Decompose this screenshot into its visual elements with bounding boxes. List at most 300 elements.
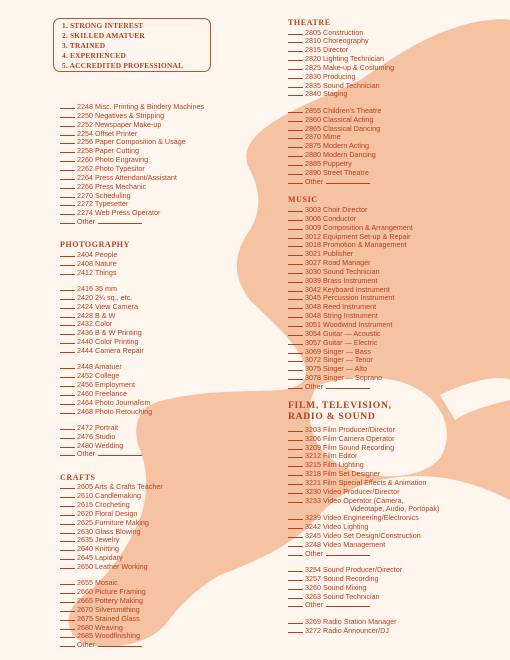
skill-level-blank[interactable] (288, 130, 303, 131)
skill-label: Other (77, 449, 95, 459)
skill-item (288, 151, 376, 159)
skill-level-blank[interactable] (288, 449, 303, 450)
skill-label: Paper Cutting (95, 146, 139, 156)
skill-level-blank[interactable] (288, 238, 303, 239)
other-write-in-line[interactable] (326, 555, 370, 556)
skill-level-blank[interactable] (60, 611, 75, 612)
skill-item (60, 408, 152, 416)
skill-level-blank[interactable] (288, 546, 303, 547)
skill-label: Modern Dancing (323, 150, 376, 160)
skill-code: 3009 (305, 222, 321, 232)
skill-code: 2436 (77, 328, 93, 338)
skill-level-blank[interactable] (288, 308, 303, 309)
legend-level-3: 3. TRAINED (62, 41, 106, 50)
skill-code: 2680 (77, 622, 93, 632)
skill-item (60, 588, 146, 596)
legend-level-4: 4. EXPERIENCED (62, 51, 126, 60)
skill-code: 3048 (305, 311, 321, 321)
skill-level-blank[interactable] (60, 386, 75, 387)
skill-item (60, 399, 151, 407)
other-write-in-line[interactable] (98, 646, 142, 647)
skill-code: 2456 (77, 379, 93, 389)
skill-label: Things (94, 267, 117, 277)
skill-code: 2625 (77, 517, 93, 527)
skill-item (60, 260, 117, 268)
skill-code: 2448 (77, 362, 93, 372)
skill-level-blank[interactable] (60, 497, 75, 498)
other-write-in-line[interactable] (98, 455, 142, 456)
skill-code: 3027 (305, 258, 321, 268)
skill-code: 2605 (77, 482, 93, 492)
skill-label: Children's Theatre (323, 105, 382, 115)
skill-code: 2250 (77, 110, 93, 120)
skill-code: 2262 (77, 163, 93, 173)
skill-level-blank[interactable] (288, 291, 303, 292)
skill-label: Knitting (95, 544, 119, 554)
skill-label: Amatuer (94, 362, 122, 372)
skill-code: 2620 (77, 508, 93, 518)
skill-code: 2270 (77, 190, 93, 200)
skill-level-blank[interactable] (60, 299, 75, 300)
skill-label: Silversmithing (95, 604, 140, 614)
skill-level-blank[interactable] (288, 632, 303, 633)
skill-label: Offset Printer (95, 128, 138, 138)
skill-level-blank[interactable] (288, 598, 303, 599)
skill-level-blank[interactable] (288, 388, 303, 389)
skill-label: Nature (95, 258, 117, 268)
skill-code: 2810 (305, 36, 321, 46)
skill-code: 3218 (305, 469, 321, 479)
skill-code: 3054 (305, 328, 321, 338)
skill-label: Lighting Technician (323, 54, 385, 64)
skill-item (60, 174, 177, 182)
skill-code: 2444 (77, 345, 93, 355)
skill-code: 3209 (305, 442, 321, 452)
skill-item (288, 470, 380, 478)
skill-label: Lapidary (95, 553, 123, 563)
skill-label: Newspaper Make-up (95, 119, 162, 129)
skill-item (288, 37, 369, 45)
skill-level-blank[interactable] (60, 395, 75, 396)
skill-level-blank[interactable] (288, 211, 303, 212)
skill-level-blank[interactable] (60, 256, 75, 257)
skill-level-blank[interactable] (288, 606, 303, 607)
skill-item (60, 130, 137, 138)
skill-level-blank[interactable] (60, 325, 75, 326)
skill-item (288, 90, 347, 98)
skill-label: Modern Acting (323, 141, 369, 151)
skill-level-blank[interactable] (60, 488, 75, 489)
skill-label: Video Set Design/Construction (323, 531, 421, 540)
skill-level-blank[interactable] (60, 223, 75, 224)
skill-level-blank[interactable] (288, 87, 303, 88)
skill-item (288, 426, 395, 434)
skill-item (288, 575, 379, 583)
skill-label: Jewelry (95, 535, 120, 545)
other-write-in-row (288, 601, 370, 609)
skill-level-blank[interactable] (60, 568, 75, 569)
skill-level-blank[interactable] (60, 117, 75, 118)
skill-code: 3069 (305, 346, 321, 356)
skill-item (288, 584, 367, 592)
skill-code: 3260 (305, 582, 321, 592)
skill-code: 2635 (77, 535, 93, 545)
skill-level-blank[interactable] (288, 344, 303, 345)
skill-level-blank[interactable] (60, 438, 75, 439)
skill-level-blank[interactable] (288, 335, 303, 336)
skill-item (288, 268, 380, 276)
skill-label: Portrait (95, 422, 119, 432)
skill-level-blank[interactable] (288, 69, 303, 70)
skill-level-blank[interactable] (288, 246, 303, 247)
skill-item (60, 536, 119, 544)
other-write-in-row (60, 641, 142, 649)
skill-level-blank[interactable] (288, 264, 303, 265)
skill-level-blank[interactable] (60, 559, 75, 560)
skill-item (288, 321, 392, 329)
skill-code: 3021 (305, 249, 321, 259)
skill-code: 2640 (77, 544, 93, 554)
skill-level-blank[interactable] (288, 78, 303, 79)
skill-label: Video Operator (Camera, (323, 495, 404, 505)
skill-level-blank[interactable] (60, 620, 75, 621)
skill-level-blank[interactable] (288, 34, 303, 35)
skill-item (288, 169, 369, 177)
skill-item (60, 424, 118, 432)
skill-code: 3239 (305, 513, 321, 523)
skill-level-blank[interactable] (288, 370, 303, 371)
skill-item (288, 29, 363, 37)
skill-level-blank[interactable] (288, 466, 303, 467)
skill-item (60, 363, 122, 371)
skill-level-blank[interactable] (60, 274, 75, 275)
skill-item (288, 46, 348, 54)
skill-level-blank[interactable] (60, 143, 75, 144)
skill-level-blank[interactable] (288, 379, 303, 380)
skill-level-legend (53, 18, 211, 72)
skill-item (288, 73, 355, 81)
skill-item (60, 624, 123, 632)
skill-level-blank[interactable] (288, 183, 303, 184)
skill-label: Film Lighting (323, 460, 364, 470)
skill-level-blank[interactable] (60, 152, 75, 153)
skill-level-blank[interactable] (60, 646, 75, 647)
skill-label: Photo Retouching (95, 406, 153, 416)
skill-label: Reed Instrument (323, 302, 377, 312)
skill-level-blank[interactable] (288, 555, 303, 556)
skill-level-blank[interactable] (288, 361, 303, 362)
skill-label: Scheduling (95, 190, 131, 200)
skill-code: 2870 (305, 132, 321, 142)
skill-item (60, 381, 135, 389)
skill-item (60, 251, 117, 259)
skill-item (60, 112, 164, 120)
skill-level-blank[interactable] (288, 147, 303, 148)
skill-item (60, 615, 140, 623)
skill-level-blank[interactable] (288, 571, 303, 572)
skill-code: 3006 (305, 213, 321, 223)
skill-level-blank[interactable] (60, 308, 75, 309)
skill-code: 2428 (77, 310, 93, 320)
skill-code: 2615 (77, 499, 93, 509)
skill-item (60, 209, 160, 217)
skill-level-blank[interactable] (288, 353, 303, 354)
skill-item (288, 312, 378, 320)
skill-label: Furniture Making (95, 517, 149, 527)
section-title: MUSIC (288, 195, 318, 205)
skill-code: 3051 (305, 320, 321, 329)
skill-code: 3263 (305, 591, 321, 601)
skill-code: 2825 (305, 62, 321, 72)
skill-level-blank[interactable] (60, 593, 75, 594)
skill-label: Mime (323, 132, 341, 142)
skill-code: 2424 (77, 301, 93, 311)
skill-label: Photo Journalism (95, 397, 151, 407)
skill-item (60, 510, 137, 518)
skill-label: 2¼ sq., etc. (95, 292, 133, 302)
skill-level-blank[interactable] (60, 524, 75, 525)
skill-level-blank[interactable] (288, 589, 303, 590)
skill-item (288, 514, 419, 522)
skill-code: 2655 (77, 578, 93, 588)
skill-label: Other (305, 381, 323, 391)
other-write-in-line[interactable] (98, 223, 142, 224)
skill-level-blank[interactable] (60, 455, 75, 456)
skill-label: Candlemaking (95, 491, 141, 501)
other-write-in-row (288, 383, 370, 391)
skill-level-blank[interactable] (288, 42, 303, 43)
skill-label: B & W Printing (95, 328, 142, 338)
skill-code: 3248 (305, 539, 321, 549)
skill-level-blank[interactable] (60, 334, 75, 335)
skill-code: 2860 (305, 114, 321, 124)
skill-level-blank[interactable] (60, 108, 75, 109)
skill-level-blank[interactable] (288, 112, 303, 113)
skill-label: Wedding (95, 440, 124, 450)
skill-level-blank[interactable] (288, 174, 303, 175)
skill-label: Choir Director (323, 204, 368, 214)
skill-item (288, 294, 395, 302)
skill-label: Arts & Crafts Teacher (94, 482, 163, 492)
skill-level-blank[interactable] (288, 440, 303, 441)
skill-level-blank[interactable] (60, 515, 75, 516)
skill-item (60, 269, 116, 277)
skill-level-blank[interactable] (60, 265, 75, 266)
skill-label: Woodfinishing (95, 631, 141, 641)
skill-item (288, 116, 373, 124)
skill-level-blank[interactable] (60, 413, 75, 414)
skill-level-blank[interactable] (60, 343, 75, 344)
skill-level-blank[interactable] (60, 214, 75, 215)
skill-label: Glass Blowing (95, 526, 141, 536)
other-write-in-line[interactable] (326, 183, 370, 184)
skill-level-blank[interactable] (60, 368, 75, 369)
skill-label: People (95, 249, 118, 259)
skill-level-blank[interactable] (60, 637, 75, 638)
skill-level-blank[interactable] (60, 290, 75, 291)
skill-level-blank[interactable] (288, 502, 303, 503)
skill-item (60, 501, 130, 509)
skill-level-blank[interactable] (288, 299, 303, 300)
skill-level-blank[interactable] (288, 138, 303, 139)
skill-label: Road Manager (323, 258, 371, 268)
skill-level-blank[interactable] (60, 506, 75, 507)
skill-item (288, 286, 390, 294)
skill-code: 2264 (77, 172, 93, 182)
skill-item (60, 103, 204, 111)
skill-level-blank[interactable] (288, 537, 303, 538)
skill-level-blank[interactable] (60, 447, 75, 448)
skill-level-blank[interactable] (288, 60, 303, 61)
skill-code: 2840 (305, 89, 321, 99)
skill-level-blank[interactable] (60, 161, 75, 162)
legend-level-5: 5. ACCREDITED PROFESSIONAL (62, 61, 184, 70)
skill-item (60, 519, 149, 527)
skill-label: Pottery Making (95, 595, 143, 605)
skill-level-blank[interactable] (60, 629, 75, 630)
skill-code: 2885 (305, 158, 321, 168)
skill-level-blank[interactable] (288, 229, 303, 230)
skill-level-blank[interactable] (288, 220, 303, 221)
skill-item (288, 618, 397, 626)
skill-code: 3206 (305, 433, 321, 443)
other-write-in-line[interactable] (326, 606, 370, 607)
skill-level-blank[interactable] (288, 484, 303, 485)
skill-item (60, 320, 112, 328)
skill-code: 3042 (305, 284, 321, 294)
skill-level-blank[interactable] (60, 197, 75, 198)
skill-level-blank[interactable] (60, 584, 75, 585)
skill-item (288, 241, 407, 249)
skill-item (60, 294, 132, 302)
skill-label: Composition & Arrangement (323, 222, 413, 232)
skill-level-blank[interactable] (60, 541, 75, 542)
skill-item (60, 372, 119, 380)
skill-level-blank[interactable] (288, 528, 303, 529)
skill-level-blank[interactable] (288, 121, 303, 122)
skill-item (60, 606, 140, 614)
skill-code: 2685 (77, 631, 93, 641)
skill-label: Percussion Instrument (323, 293, 395, 303)
skill-level-blank[interactable] (288, 475, 303, 476)
skill-code: 2420 (77, 292, 93, 302)
skill-code: 3003 (305, 204, 321, 214)
skill-label: Other (305, 548, 323, 558)
skill-code: 2675 (77, 613, 93, 623)
skill-level-blank[interactable] (60, 550, 75, 551)
skill-level-blank[interactable] (60, 352, 75, 353)
skill-level-blank[interactable] (288, 95, 303, 96)
skill-level-blank[interactable] (288, 457, 303, 458)
skill-label: Puppetry (323, 158, 352, 168)
skill-level-blank[interactable] (288, 317, 303, 318)
skill-level-blank[interactable] (288, 165, 303, 166)
skill-item (288, 488, 400, 496)
skill-label: 35 mm (95, 283, 117, 293)
skill-level-blank[interactable] (288, 580, 303, 581)
skill-level-blank[interactable] (288, 255, 303, 256)
skill-label: Video Producer/Director (323, 486, 400, 496)
skill-level-blank[interactable] (60, 602, 75, 603)
skill-item (60, 579, 118, 587)
skill-level-blank[interactable] (288, 623, 303, 624)
skill-level-blank[interactable] (60, 188, 75, 189)
skill-level-blank[interactable] (60, 377, 75, 378)
skill-item (288, 233, 411, 241)
skill-label: Singer — Alto (323, 364, 367, 374)
skill-level-blank[interactable] (60, 135, 75, 136)
skill-label: Staging (323, 89, 348, 99)
skill-code: 3045 (305, 293, 321, 303)
skill-level-blank[interactable] (60, 170, 75, 171)
skill-label: String Instrument (323, 311, 378, 321)
skill-item (288, 566, 402, 574)
skill-item (288, 82, 380, 90)
skill-code: 2670 (77, 604, 93, 614)
skill-level-blank[interactable] (60, 429, 75, 430)
skill-item (60, 165, 145, 173)
skill-label: Video Lighting (323, 522, 369, 532)
skill-level-blank[interactable] (60, 205, 75, 206)
skill-code: 3230 (305, 486, 321, 496)
skill-label: Sound Technician (323, 266, 380, 276)
skill-code: 2630 (77, 526, 93, 536)
skill-code: 2274 (77, 208, 93, 218)
skill-item (288, 107, 381, 115)
skill-label: Sound Technician (323, 80, 380, 90)
skill-label: Mosaic (95, 578, 118, 588)
skill-code: 2875 (305, 141, 321, 151)
skill-level-blank[interactable] (288, 51, 303, 52)
skill-level-blank[interactable] (288, 493, 303, 494)
skill-code: 3039 (305, 275, 321, 285)
skill-label: Choreography (323, 36, 369, 46)
skill-level-blank[interactable] (288, 282, 303, 283)
other-write-in-line[interactable] (326, 388, 370, 389)
section-title: FILM, TELEVISION, RADIO & SOUND (288, 399, 392, 423)
skill-level-blank[interactable] (288, 519, 303, 520)
other-write-in-row (288, 178, 370, 186)
skill-label-continuation: Videotape, Audio, Portopak) (350, 503, 440, 513)
skill-level-blank[interactable] (60, 404, 75, 405)
skill-code: 3269 (305, 616, 321, 626)
skill-level-blank[interactable] (288, 273, 303, 274)
skill-item (60, 338, 139, 346)
skill-item (288, 142, 369, 150)
skill-label: Other (77, 217, 95, 227)
skill-code: 3048 (305, 302, 321, 312)
skill-item (288, 224, 413, 232)
skill-label: Floral Design (95, 508, 138, 518)
skill-code: 2830 (305, 71, 321, 81)
skill-label: Singer — Tenor (323, 355, 373, 365)
skill-code: 2815 (305, 45, 321, 55)
skill-level-blank[interactable] (288, 156, 303, 157)
skill-item (288, 55, 384, 63)
skill-level-blank[interactable] (288, 326, 303, 327)
skill-label: Singer — Bass (323, 346, 371, 356)
skill-level-blank[interactable] (288, 431, 303, 432)
skill-item (288, 461, 364, 469)
skill-level-blank[interactable] (60, 179, 75, 180)
skill-label: Classical Dancing (323, 123, 381, 133)
skill-level-blank[interactable] (60, 126, 75, 127)
skill-code: 3012 (305, 231, 321, 241)
skill-level-blank[interactable] (60, 317, 75, 318)
skill-code: 2408 (77, 258, 93, 268)
skill-level-blank[interactable] (60, 533, 75, 534)
skill-code: 3072 (305, 355, 321, 365)
